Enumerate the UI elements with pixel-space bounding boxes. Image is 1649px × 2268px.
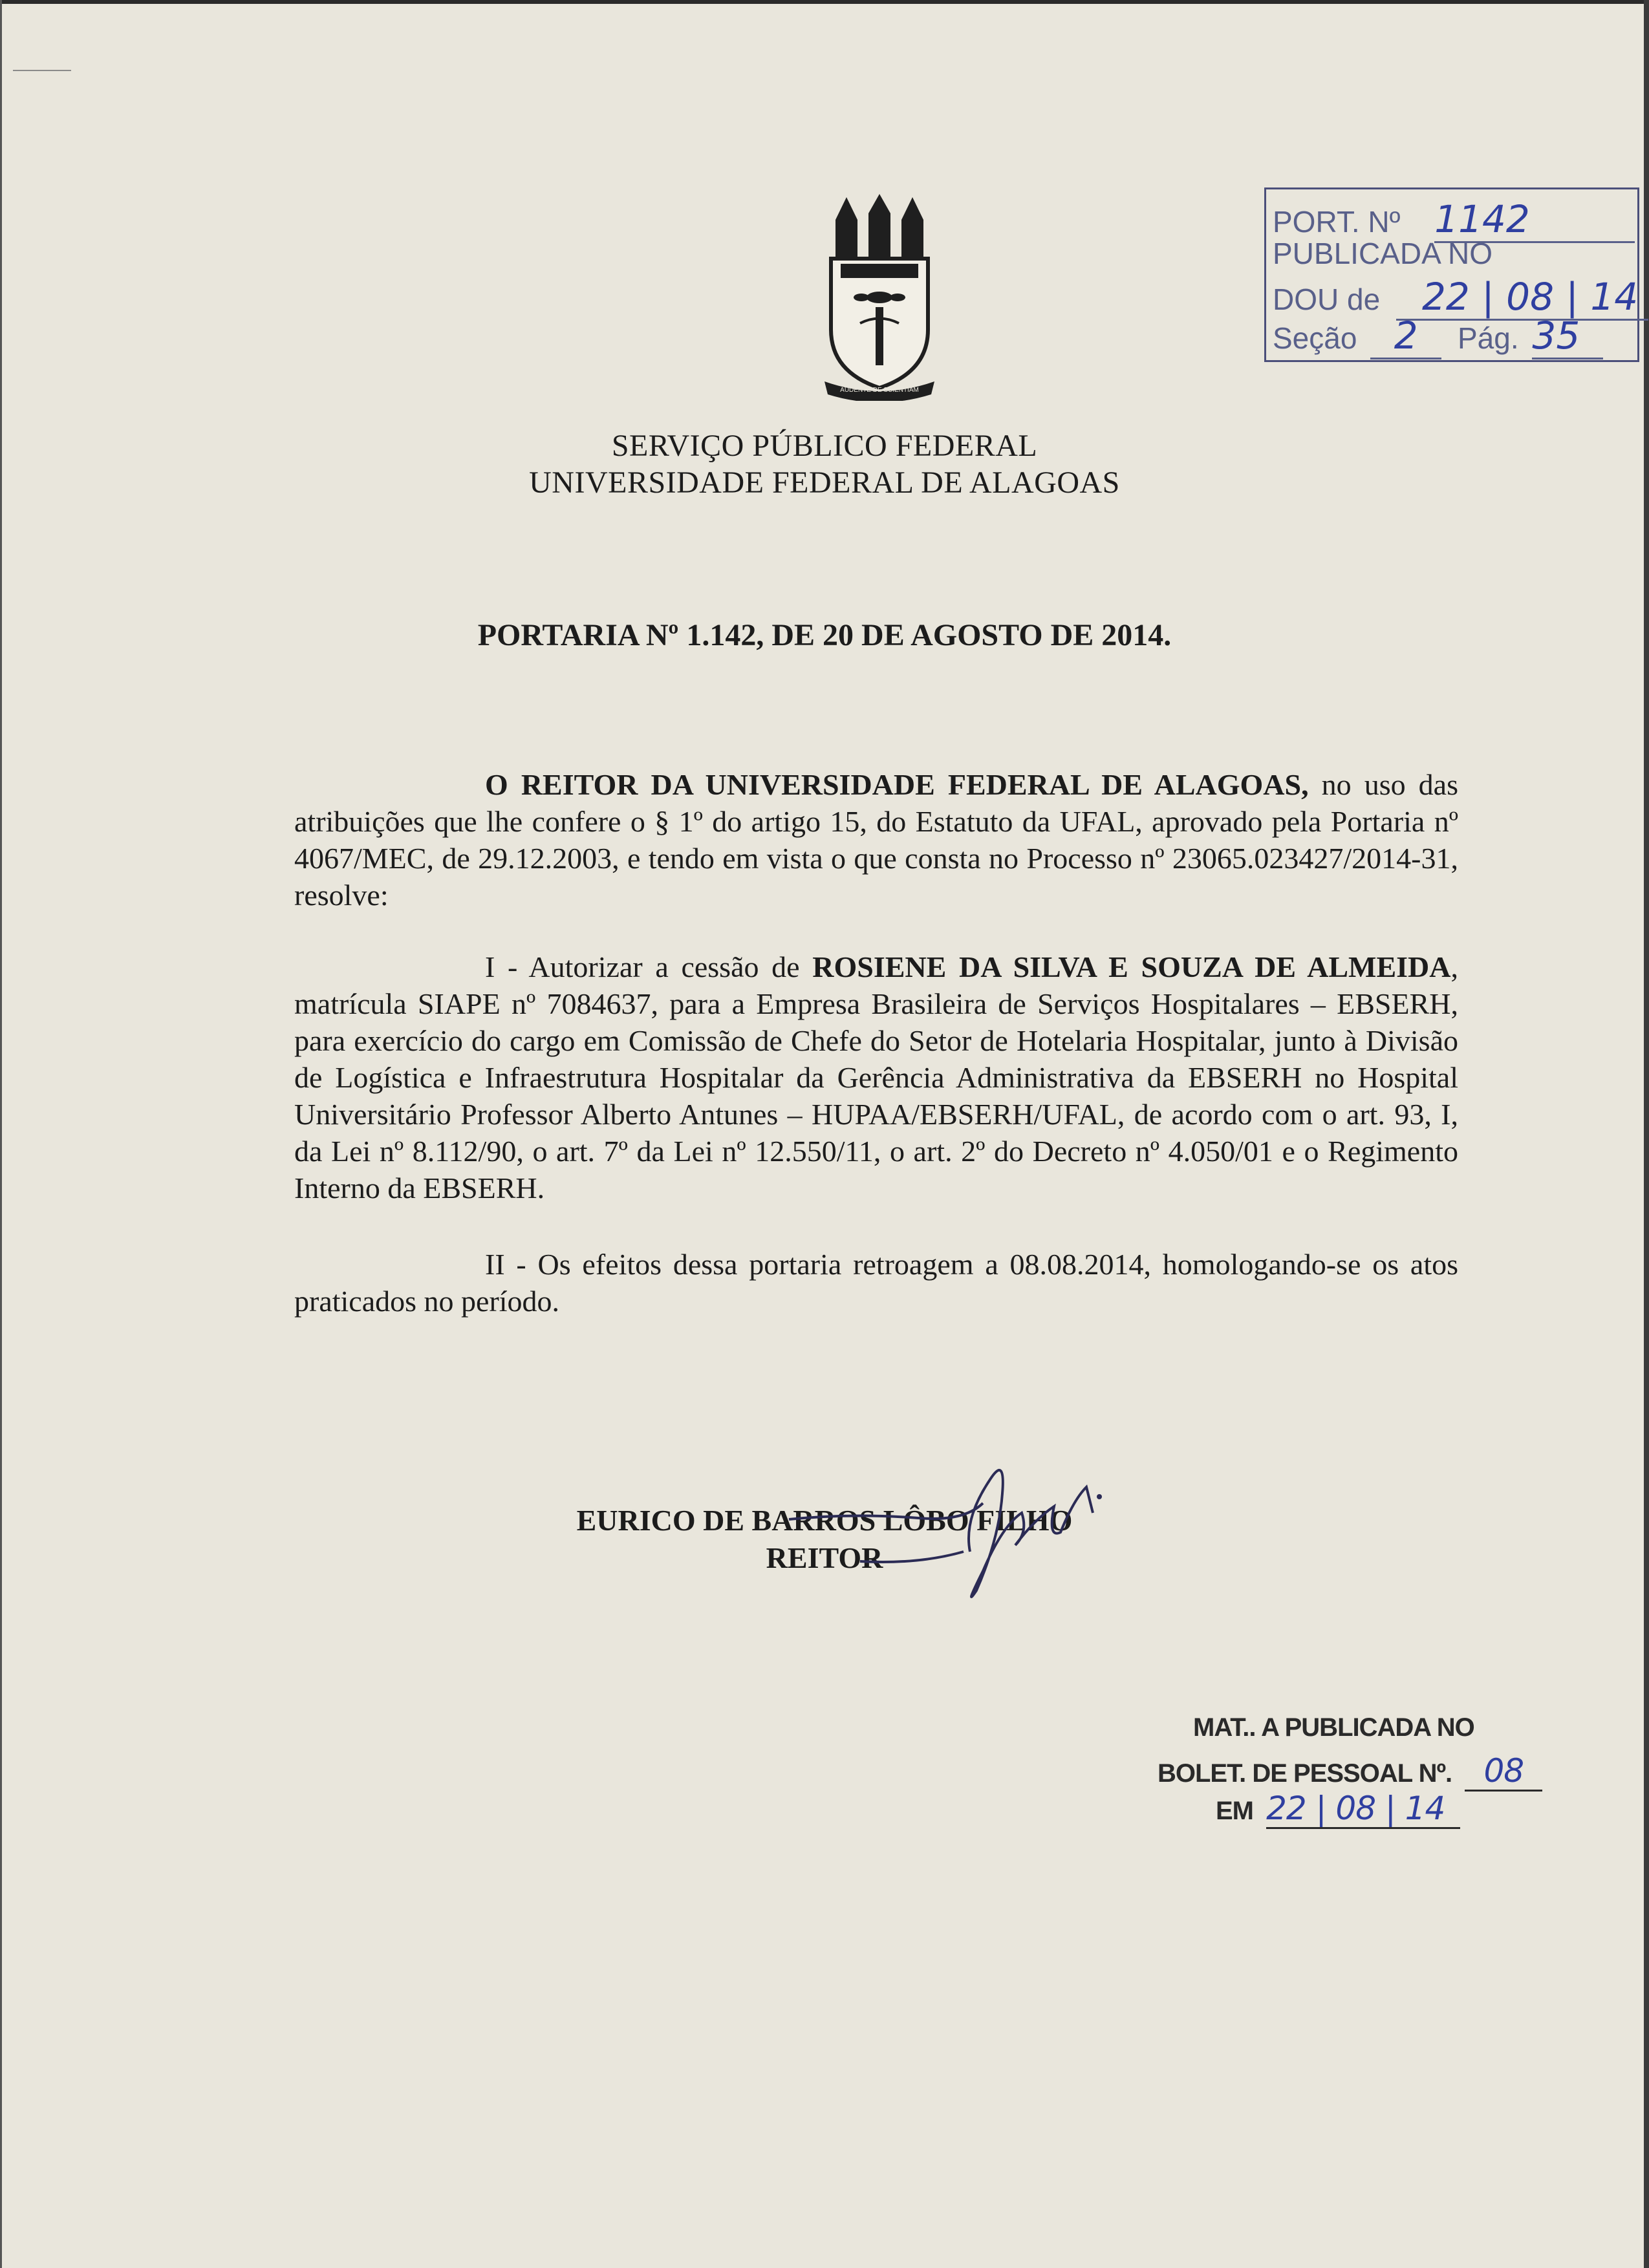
margin-mark <box>13 70 71 71</box>
boletim-stamp <box>1145 1713 1524 1843</box>
boletim-number: 08 <box>1483 1752 1524 1790</box>
university-crest-icon <box>821 194 938 401</box>
boletim-line-1: MAT.. A PUBLICADA NO <box>1193 1713 1474 1742</box>
stamp-secao-value: 2 <box>1394 314 1418 358</box>
document-title: PORTARIA Nº 1.142, DE 20 DE AGOSTO DE 2014. <box>477 618 1172 652</box>
preamble-text: no uso das atribuições que lhe confere o § 1º do artigo 15, do Estatuto da UFAL, aprovado pela Portaria nº 4067/MEC, de 29.12.2003, e tendo em vista o que consta no Processo nº 23065.023427/2014-31, resolve: <box>294 768 1458 912</box>
article-1-prefix: I - Autorizar a cessão de <box>485 950 813 983</box>
article-1-name: ROSIENE DA SILVA E SOUZA DE ALMEIDA <box>812 950 1451 983</box>
stamp-pag-label: Pág. <box>1458 321 1519 355</box>
preamble-paragraph <box>294 766 1458 914</box>
article-2-paragraph <box>294 1246 1458 1320</box>
stamp-publicada-label: PUBLICADA NO <box>1273 237 1493 270</box>
header-line-1: SERVIÇO PÚBLICO FEDERAL <box>611 429 1038 463</box>
stamp-dou-label: DOU de <box>1273 283 1381 316</box>
signatory-role: REITOR <box>766 1541 883 1574</box>
article-1-paragraph <box>294 948 1458 1206</box>
article-1-text: , matrícula SIAPE nº 7084637, para a Empresa Brasileira de Serviços Hospitalares – EBSERH, para exercício do cargo em Comissão de Chefe do Setor de Hotelaria Hospitalar, junto à Divisão de Logística e Infraestrutura Hospitalar da Gerência Administrativa da EBSERH no Hospital Universitário Professor Alberto Antunes – HUPAA/EBSERH/UFAL, de acordo com o art. 93, I, da Lei nº 8.112/90, o art. 7º da Lei nº 12.550/11, o art. 2º do Decreto nº 4.050/01 e o Regimento Interno da EBSERH. <box>294 950 1458 1204</box>
header-line-2: UNIVERSIDADE FEDERAL DE ALAGOAS <box>529 465 1120 500</box>
signatory-name: EURICO DE BARROS LÔBO FILHO <box>576 1504 1073 1537</box>
boletim-date-label: EM <box>1216 1797 1253 1825</box>
boletim-label: BOLET. DE PESSOAL Nº. <box>1158 1759 1452 1788</box>
publication-stamp <box>1264 187 1639 362</box>
stamp-secao-label: Seção <box>1273 321 1357 355</box>
crest-motto: AUDENTE DE SCIENTIAM <box>840 387 919 394</box>
stamp-port-label: PORT. Nº <box>1273 205 1401 239</box>
stamp-port-value: 1142 <box>1434 197 1530 241</box>
stamp-dou-value: 22 | 08 | 14 <box>1421 275 1639 319</box>
handwritten-signature-icon <box>750 1442 1112 1610</box>
article-2-text: II - Os efeitos dessa portaria retroagem a 08.08.2014, homologando-se os atos praticados no período. <box>294 1248 1458 1318</box>
boletim-date-value: 22 | 08 | 14 <box>1266 1790 1445 1827</box>
paper-edge-left <box>0 0 2 2268</box>
paper-edge-right <box>1644 0 1649 2268</box>
stamp-pag-value: 35 <box>1532 314 1580 358</box>
preamble-bold: O REITOR DA UNIVERSIDADE FEDERAL DE ALAGOAS, <box>485 768 1309 801</box>
paper-edge-top <box>0 0 1649 4</box>
